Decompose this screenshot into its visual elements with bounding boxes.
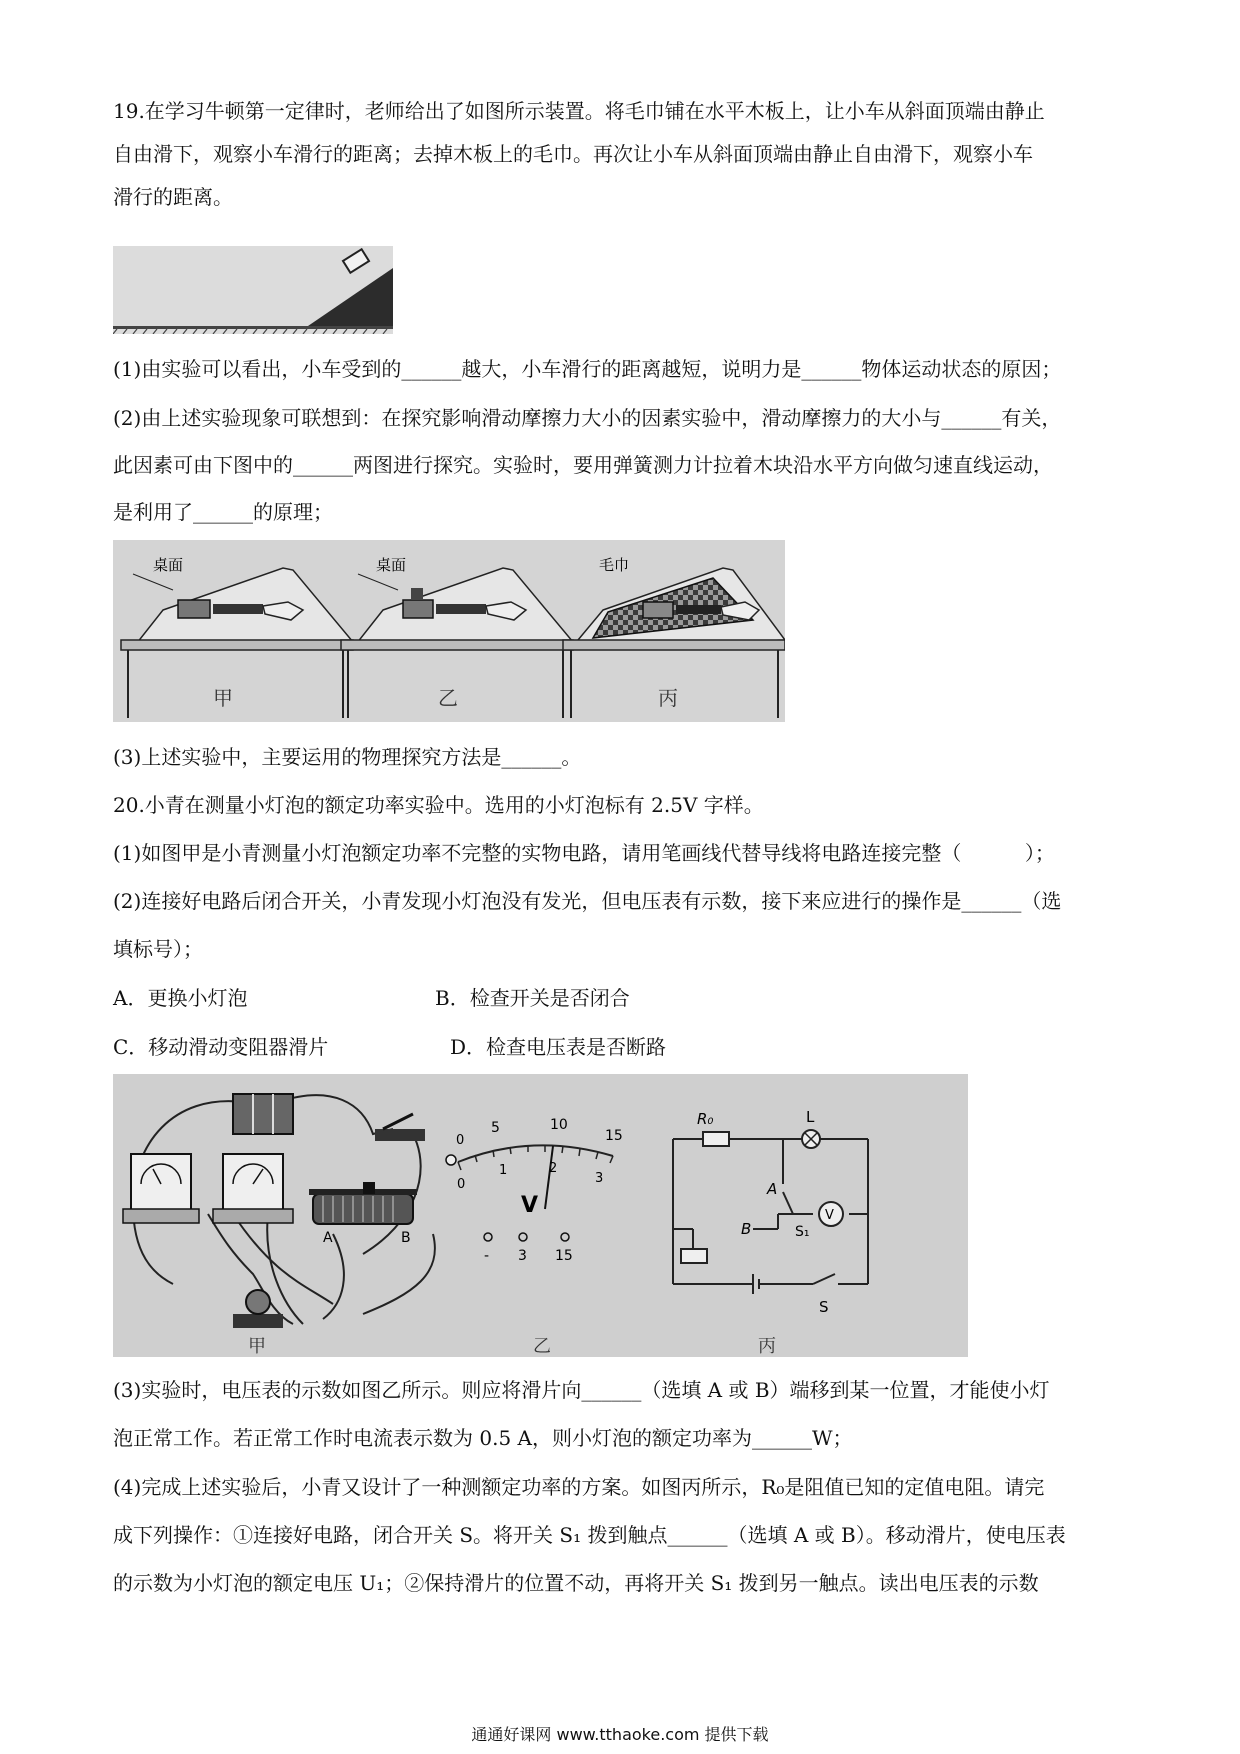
q20-part-2-line-2: 填标号）； [113, 937, 203, 961]
terminal-minus: - [484, 1248, 490, 1264]
rheostat-label-b: B [401, 1230, 411, 1246]
dial-upper-tick-15: 15 [605, 1128, 623, 1144]
voltmeter-icon [213, 1154, 293, 1223]
rheostat-label-a: A [323, 1230, 333, 1246]
q19-intro-line-3: 滑行的距离。 [113, 185, 233, 209]
q19-part-1: (1)由实验可以看出，小车受到的______越大，小车滑行的距离越短，说明力是______物体运动状态的原因； [113, 357, 1062, 381]
label-lamp-l: L [806, 1108, 815, 1126]
panel-label-bing-circuit: 丙 [758, 1336, 776, 1357]
option-a: A．更换小灯泡 [113, 986, 248, 1010]
page-footer: 通通好课网 www.tthaoke.com 提供下载 [471, 1725, 769, 1744]
terminal-3: 3 [518, 1248, 527, 1264]
rheostat-icon [309, 1182, 417, 1224]
voltmeter-terminals [484, 1233, 569, 1241]
floor-surface [113, 326, 393, 329]
panel-label-jia: 甲 [213, 686, 233, 710]
q20-part-4-line-3: 的示数为小灯泡的额定电压 U₁；②保持滑片的位置不动，再将开关 S₁ 拨到另一触点。读出电压表的示数 [113, 1571, 1039, 1595]
incline-ramp [308, 268, 393, 326]
q20-part-3-line-1: (3)实验时，电压表的示数如图乙所示。则应将滑片向______（选填 A 或 B）端移到某一位置，才能使小灯 [113, 1378, 1050, 1402]
friction-experiment-figure [113, 540, 785, 722]
ammeter-icon [123, 1154, 199, 1223]
q19-intro-line-2: 自由滑下，观察小车滑行的距离；去掉木板上的毛巾。再次让小车从斜面顶端由静止自由滑下，观察小车 [113, 142, 1033, 166]
circuit-figure [113, 1074, 968, 1357]
option-d: D．检查电压表是否断路 [450, 1035, 667, 1059]
q20-part-1: (1)如图甲是小青测量小灯泡额定功率不完整的实物电路，请用笔画线代替导线将电路连接完整（ ）； [113, 841, 1055, 865]
q19-part-3: (3)上述实验中，主要运用的物理探究方法是______。 [113, 745, 582, 769]
panel-label-yi: 乙 [438, 686, 458, 710]
terminal-15: 15 [555, 1248, 573, 1264]
label-meter-v: V [825, 1208, 834, 1223]
dial-upper-tick-10: 10 [550, 1117, 568, 1133]
q20-intro: 20.小青在测量小灯泡的额定功率实验中。选用的小灯泡标有 2.5V 字样。 [113, 793, 764, 817]
dial-lower-tick-3: 3 [595, 1171, 604, 1186]
label-contact-a: A [767, 1180, 778, 1198]
dial-pointer [545, 1146, 553, 1209]
label-contact-b: B [741, 1220, 752, 1238]
surface-label-jia: 桌面 [153, 556, 184, 574]
dial-lower-tick-0: 0 [457, 1177, 466, 1192]
q19-part-2-line-2: 此因素可由下图中的______两图进行探究。实验时，要用弹簧测力计拉着木块沿水平方向做匀速直线运动， [113, 453, 1053, 477]
panel-label-jia-circuit: 甲 [248, 1336, 266, 1357]
label-r0: R₀ [697, 1110, 714, 1128]
voltmeter-dial [458, 1145, 613, 1162]
battery-icon [233, 1094, 293, 1134]
label-switch-s1: S₁ [795, 1224, 810, 1240]
q20-part-4-line-2: 成下列操作：①连接好电路，闭合开关 S。将开关 S₁ 拨到触点______（选填 A 或 B）。移动滑片，使电压表 [113, 1523, 1066, 1547]
surface-label-yi: 桌面 [376, 556, 407, 574]
panel-label-bing: 丙 [658, 686, 678, 710]
panel-label-yi-dial: 乙 [533, 1336, 551, 1357]
toy-cart [343, 249, 369, 273]
dial-lower-tick-1: 1 [499, 1163, 508, 1178]
option-c: C．移动滑动变阻器滑片 [113, 1035, 329, 1059]
q20-part-3-line-2: 泡正常工作。若正常工作时电流表示数为 0.5 A，则小灯泡的额定功率为______W； [113, 1426, 853, 1450]
surface-label-bing: 毛巾 [599, 556, 630, 574]
dial-upper-tick-5: 5 [491, 1120, 500, 1136]
switch-icon [375, 1114, 425, 1141]
q19-part-2-line-3: 是利用了______的原理； [113, 500, 333, 524]
switch-s-symbol [813, 1274, 835, 1284]
q19-part-2-line-1: (2)由上述实验现象可联想到：在探究影响滑动摩擦力大小的因素实验中，滑动摩擦力的大小与______有关， [113, 406, 1062, 430]
q19-intro-line-1: 19.在学习牛顿第一定律时，老师给出了如图所示装置。将毛巾铺在水平木板上，让小车从斜面顶端由静止 [113, 99, 1045, 123]
resistor-r0 [703, 1132, 729, 1146]
rheostat-symbol [681, 1249, 707, 1263]
voltmeter-symbol: V [521, 1193, 539, 1218]
dial-upper-zero: 0 [456, 1133, 465, 1148]
option-b: B．检查开关是否闭合 [435, 986, 630, 1010]
dial-tick-marks [458, 1145, 613, 1170]
battery-symbol [753, 1274, 759, 1294]
q20-part-4-line-1: (4)完成上述实验后，小青又设计了一种测额定功率的方案。如图丙所示，R₀是阻值已知的定值电阻。请完 [113, 1475, 1045, 1499]
q20-part-2-line-1: (2)连接好电路后闭合开关，小青发现小灯泡没有发光，但电压表有示数，接下来应进行的操作是______（选 [113, 889, 1062, 913]
dial-lower-tick-2: 2 [549, 1161, 558, 1176]
floor-hatching [113, 329, 387, 334]
label-switch-s: S [819, 1298, 829, 1316]
lamp-symbol-icon [802, 1130, 820, 1148]
panel-jia [121, 568, 353, 718]
incline-figure [113, 246, 393, 334]
